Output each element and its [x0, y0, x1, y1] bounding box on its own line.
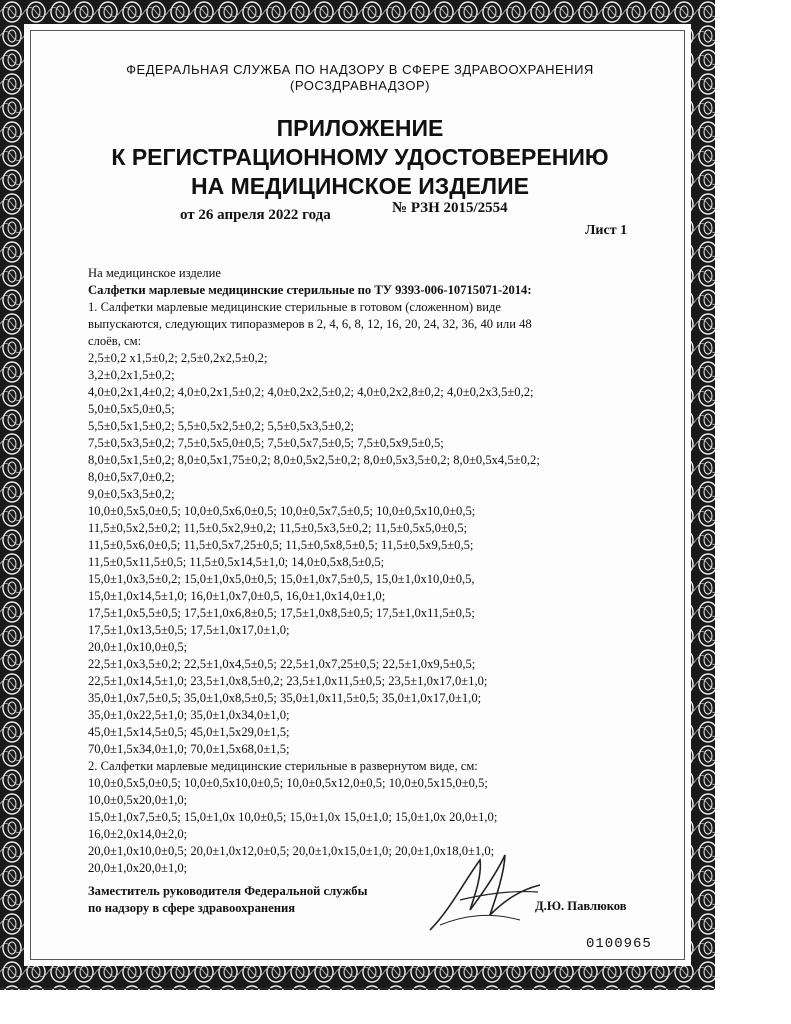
sheet-number: Лист 1 — [585, 223, 628, 238]
text-line: 16,0±2,0х14,0±2,0; — [88, 827, 188, 841]
signer-title-line1: Заместитель руководителя Федеральной службы — [88, 884, 368, 898]
text-line: 11,5±0,5х11,5±0,5; 11,5±0,5х14,5±1,0; 14,0±0,5х8,5±0,5; — [88, 555, 385, 569]
text-line: 5,0±0,5х5,0±0,5; — [88, 402, 175, 416]
text-line: слоёв, см: — [88, 334, 142, 348]
text-line: 1. Салфетки марлевые медицинские стерильные в готовом (сложенном) виде — [88, 300, 501, 314]
text-line: 11,5±0,5х2,5±0,2; 11,5±0,5х2,9±0,2; 11,5±0,5х3,5±0,2; 11,5±0,5х5,0±0,5; — [88, 521, 468, 535]
text-line: 20,0±1,0х10,0±0,5; 20,0±1,0х12,0±0,5; 20,0±1,0х15,0±1,0; 20,0±1,0х18,0±1,0; — [88, 844, 495, 858]
text-line: 10,0±0,5х5,0±0,5; 10,0±0,5х10,0±0,5; 10,0±0,5х12,0±0,5; 10,0±0,5х15,0±0,5; — [88, 776, 488, 790]
text-line: 8,0±0,5х1,5±0,2; 8,0±0,5х1,75±0,2; 8,0±0,5х2,5±0,2; 8,0±0,5х3,5±0,2; 8,0±0,5х4,5±0,2; — [88, 453, 540, 467]
signer-title — [88, 883, 367, 917]
text-line: 35,0±1,0х22,5±1,0; 35,0±1,0х34,0±1,0; — [88, 708, 290, 722]
issue-date: от 26 апреля 2022 года — [180, 207, 331, 223]
handwritten-signature — [420, 840, 550, 940]
text-line: 7,5±0,5х3,5±0,2; 7,5±0,5х5,0±0,5; 7,5±0,5х7,5±0,5; 7,5±0,5х9,5±0,5; — [88, 436, 444, 450]
text-line: 17,5±1,0х13,5±0,5; 17,5±1,0х17,0±1,0; — [88, 623, 290, 637]
text-line: 15,0±1,0х7,5±0,5; 15,0±1,0х 10,0±0,5; 15,0±1,0х 15,0±1,0; 15,0±1,0х 20,0±1,0; — [88, 810, 498, 824]
device-description — [88, 265, 648, 877]
text-line: 4,0±0,2х1,4±0,2; 4,0±0,2х1,5±0,2; 4,0±0,2х2,5±0,2; 4,0±0,2х2,8±0,2; 4,0±0,2х3,5±0,2; — [88, 385, 534, 399]
text-line: На медицинское изделие — [88, 266, 221, 280]
text-line: 70,0±1,5х34,0±1,0; 70,0±1,5х68,0±1,5; — [88, 742, 290, 756]
text-line: 9,0±0,5х3,5±0,2; — [88, 487, 175, 501]
text-line: 15,0±1,0х3,5±0,2; 15,0±1,0х5,0±0,5; 15,0±1,0х7,5±0,5, 15,0±1,0х10,0±0,5, — [88, 572, 475, 586]
document-title-line3: НА МЕДИЦИНСКОЕ ИЗДЕЛИЕ — [191, 173, 529, 199]
document-title-line2: К РЕГИСТРАЦИОННОМУ УДОСТОВЕРЕНИЮ — [111, 144, 609, 170]
signer-title-line2: по надзору в сфере здравоохранения — [88, 901, 296, 915]
text-line: 20,0±1,0х20,0±1,0; — [88, 861, 188, 875]
text-line: 10,0±0,5х5,0±0,5; 10,0±0,5х6,0±0,5; 10,0±0,5х7,5±0,5; 10,0±0,5х10,0±0,5; — [88, 504, 476, 518]
text-line: 17,5±1,0х5,5±0,5; 17,5±1,0х6,8±0,5; 17,5±1,0х8,5±0,5; 17,5±1,0х11,5±0,5; — [88, 606, 475, 620]
text-line: 22,5±1,0х3,5±0,2; 22,5±1,0х4,5±0,5; 22,5±1,0х7,25±0,5; 22,5±1,0х9,5±0,5; — [88, 657, 476, 671]
registration-number: № РЗН 2015/2554 — [392, 200, 508, 216]
text-line: 3,2±0,2х1,5±0,2; — [88, 368, 175, 382]
scan-edge-line — [0, 988, 715, 989]
text-line: 15,0±1,0х14,5±1,0; 16,0±1,0х7,0±0,5, 16,0±1,0х14,0±1,0; — [88, 589, 386, 603]
text-line: 5,5±0,5х1,5±0,2; 5,5±0,5х2,5±0,2; 5,5±0,5х3,5±0,2; — [88, 419, 355, 433]
text-line: Салфетки марлевые медицинские стерильные по ТУ 9393-006-10715071-2014: — [88, 283, 532, 297]
text-line: 2,5±0,2 х1,5±0,2; 2,5±0,2х2,5±0,2; — [88, 351, 268, 365]
text-line: 22,5±1,0х14,5±1,0; 23,5±1,0х8,5±0,2; 23,5±1,0х11,5±0,5; 23,5±1,0х17,0±1,0; — [88, 674, 488, 688]
document-title-line1: ПРИЛОЖЕНИЕ — [276, 115, 444, 141]
text-line: 35,0±1,0х7,5±0,5; 35,0±1,0х8,5±0,5; 35,0±1,0х11,5±0,5; 35,0±1,0х17,0±1,0; — [88, 691, 482, 705]
text-line: 45,0±1,5х14,5±0,5; 45,0±1,5х29,0±1,5; — [88, 725, 290, 739]
agency-header — [60, 62, 660, 94]
agency-name: ФЕДЕРАЛЬНАЯ СЛУЖБА ПО НАДЗОРУ В СФЕРЕ ЗДРАВООХРАНЕНИЯ — [126, 62, 594, 77]
text-line: 11,5±0,5х6,0±0,5; 11,5±0,5х7,25±0,5; 11,5±0,5х8,5±0,5; 11,5±0,5х9,5±0,5; — [88, 538, 474, 552]
text-line: выпускаются, следующих типоразмеров в 2, 4, 6, 8, 12, 16, 20, 24, 32, 36, 40 или 48 — [88, 317, 532, 331]
signer-name: Д.Ю. Павлюков — [535, 899, 627, 913]
agency-short-name: (РОСЗДРАВНАДЗОР) — [290, 78, 430, 93]
text-line: 2. Салфетки марлевые медицинские стерильные в развернутом виде, см: — [88, 759, 478, 773]
text-line: 8,0±0,5х7,0±0,2; — [88, 470, 175, 484]
text-line: 20,0±1,0х10,0±0,5; — [88, 640, 188, 654]
serial-number: 0100965 — [586, 936, 652, 952]
text-line: 10,0±0,5х20,0±1,0; — [88, 793, 188, 807]
